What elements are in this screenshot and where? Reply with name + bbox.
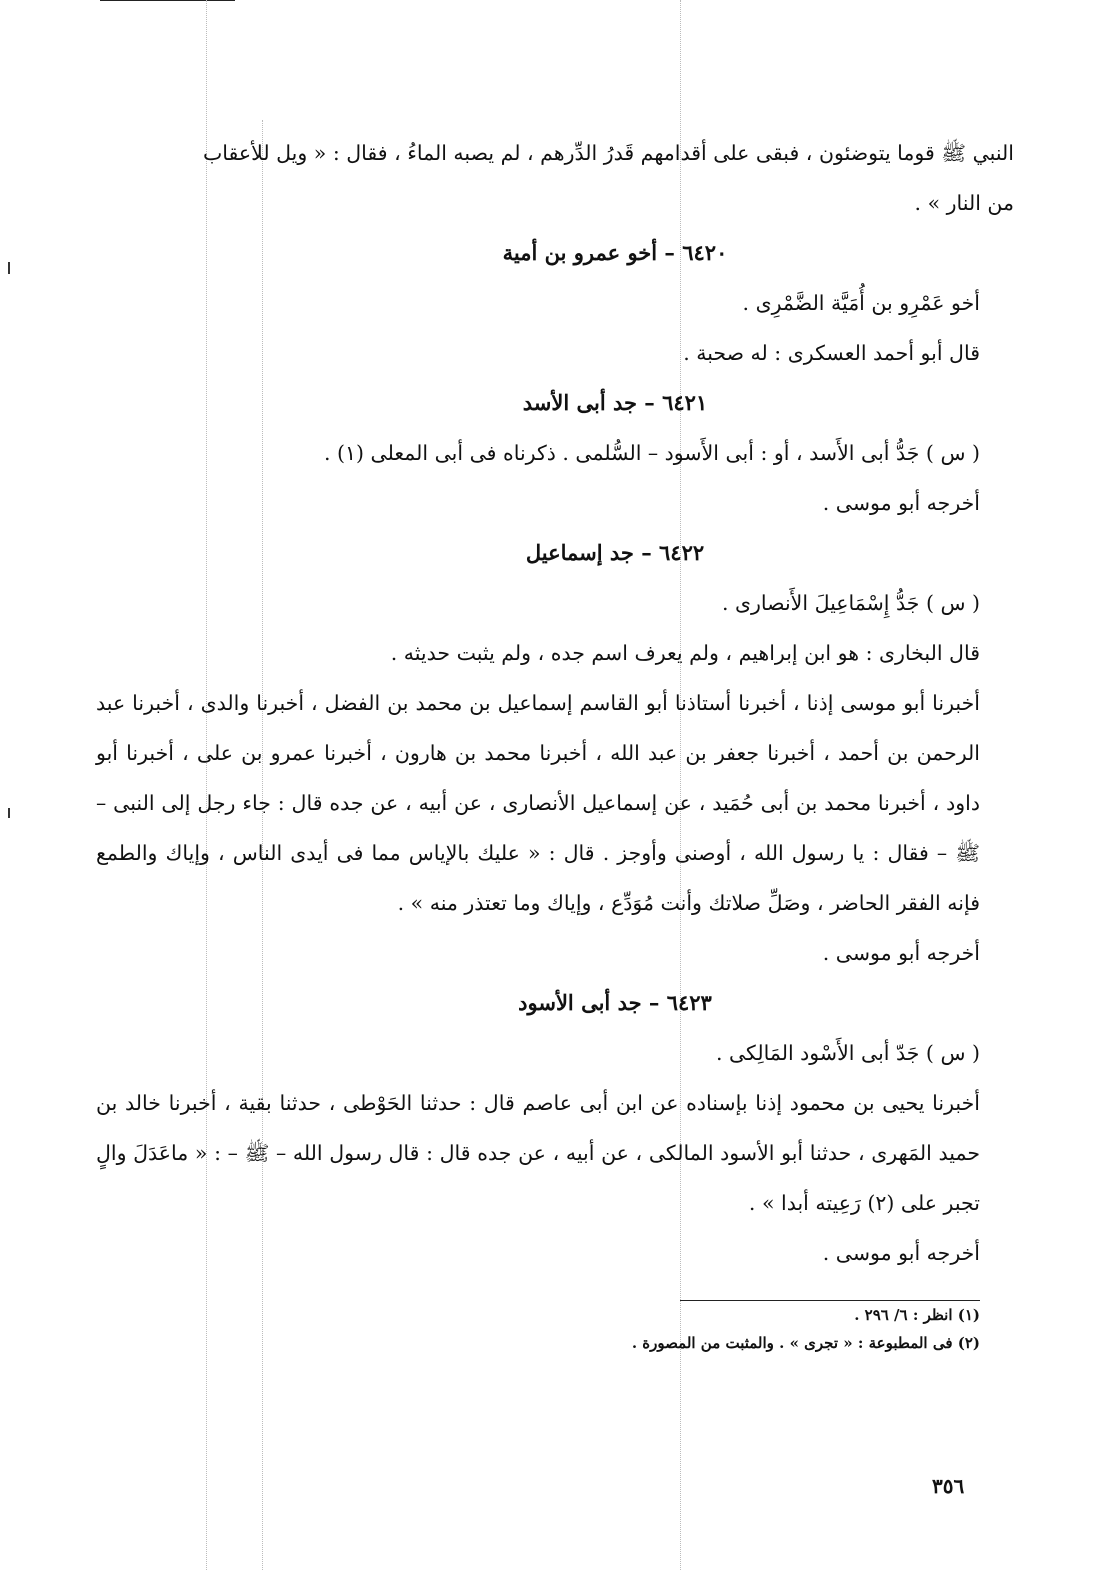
entry-heading: ٦٤٢١ – جد أبى الأسد: [522, 390, 708, 415]
page-body: [96, 128, 1014, 1357]
text-line: ( س ) جَدُّ أبى الأَسد ، أو : أبى الأَسود – السُّلمى . ذكرناه فى أبى المعلى (١) .: [323, 441, 980, 465]
paragraph: أخبرنا يحيى بن محمود إذنا بإسناده عن ابن أبى عاصم قال : حدثنا الحَوْطى ، حدثنا بقية ، أخبرنا خالد بن حميد المَهرى ، حدثنا أبو الأسود المالكى ، عن أبيه ، عن جده قال : قال رسول الله – ﷺ – : « ماعَدَلَ والٍ تجبر على (٢) رَعِيته أبدا » .: [96, 1091, 980, 1215]
entry-heading: ٦٤٢٢ – جد إسماعيل: [525, 540, 705, 565]
header-rule: [100, 0, 235, 1]
footnote: (١) انظر : ٦/ ٢٩٦ .: [854, 1306, 980, 1324]
margin-mark: [8, 262, 10, 274]
text-line: أخرجه أبو موسى .: [822, 491, 980, 515]
text-line: أخو عَمْرِو بن أُمَيَّة الضَّمْرِى .: [742, 291, 980, 315]
text-line: ( س ) جَدُّ إِسْمَاعِيلَ الأَنصارى .: [721, 591, 980, 615]
paragraph: أخبرنا أبو موسى إذنا ، أخبرنا أستاذنا أبو القاسم إسماعيل بن محمد بن الفضل ، أخبرنا والدى ، أخبرنا عبد الرحمن بن أحمد ، أخبرنا جعفر بن عبد الله ، أخبرنا محمد بن هارون ، أخبرنا عمرو بن على ، أخبرنا أبو داود ، أخبرنا محمد بن أبى حُمَيد ، عن إسماعيل الأنصارى ، عن أبيه ، عن جده قال : جاء رجل إلى النبى – ﷺ – فقال : يا رسول الله ، أوصنى وأوجز . قال : « عليك بالإياس مما فى أيدى الناس ، وإياك والطمع فإنه الفقر الحاضر ، وصَلِّ صلاتك وأنت مُوَدِّع ، وإياك وما تعتذر منه » .: [96, 691, 980, 915]
footnote: (٢) فى المطبوعة : « تجرى » . والمثبت من المصورة .: [631, 1334, 980, 1352]
entry-heading: ٦٤٢٠ – أخو عمرو بن أمية: [502, 240, 728, 265]
entry-heading: ٦٤٢٣ – جد أبى الأسود: [518, 990, 712, 1015]
margin-mark: [8, 808, 10, 818]
text-line: ( س ) جَدّ أبى الأَسْود المَالِكى .: [715, 1041, 980, 1065]
text-line: النبي ﷺ قوما يتوضئون ، فبقى على أقدامهم قَدرُ الدِّرهم ، لم يصبه الماءُ ، فقال : « ويل للأعقاب: [203, 141, 1014, 165]
text-line: من النار » .: [914, 191, 1014, 215]
text-line: أخرجه أبو موسى .: [822, 1241, 980, 1265]
text-line: قال أبو أحمد العسكرى : له صحبة .: [683, 341, 980, 365]
page-number: ٣٥٦: [932, 1474, 965, 1498]
text-line: أخرجه أبو موسى .: [822, 941, 980, 965]
text-line: قال البخارى : هو ابن إبراهيم ، ولم يعرف اسم جده ، ولم يثبت حديثه .: [390, 641, 980, 665]
